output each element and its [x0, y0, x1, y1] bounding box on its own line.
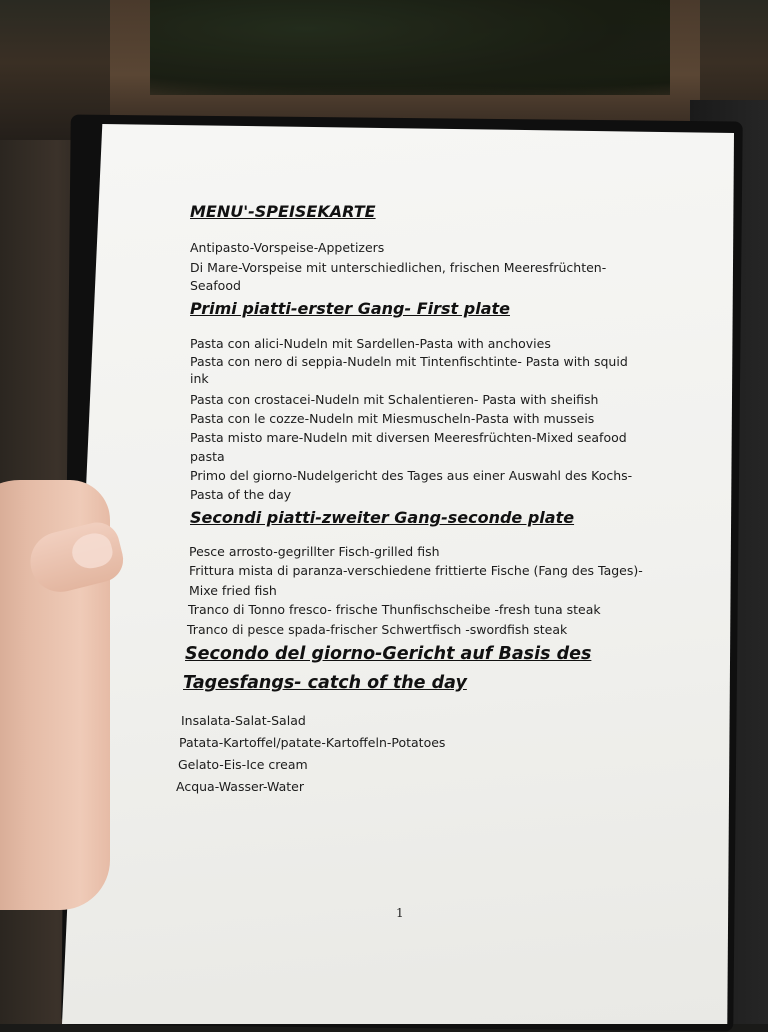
secondi-line: Mixe fried fish: [189, 583, 277, 598]
primi-line: pasta: [190, 449, 225, 464]
menu-title: MENU'-SPEISEKARTE: [190, 202, 376, 221]
secondi-line: Tranco di pesce spada-frischer Schwertfisch -swordfish steak: [187, 622, 568, 637]
antipasti-line: Antipasto-Vorspeise-Appetizers: [190, 240, 385, 255]
primi-heading: Primi piatti-erster Gang- First plate: [190, 299, 510, 318]
extras-line: Insalata-Salat-Salad: [181, 713, 306, 728]
primi-line: Pasta con nero di seppia-Nudeln mit Tintenfischtinte- Pasta with squid: [190, 354, 628, 369]
giorno-heading: Secondo del giorno-Gericht auf Basis des: [185, 644, 592, 664]
secondi-line: Tranco di Tonno fresco- frische Thunfischscheibe -fresh tuna steak: [188, 602, 601, 617]
primi-line: Pasta con crostacei-Nudeln mit Schalentieren- Pasta with sheifish: [190, 392, 599, 407]
primi-line: Primo del giorno-Nudelgericht des Tages aus einer Auswahl des Kochs-: [190, 468, 633, 483]
secondi-line: Pesce arrosto-gegrillter Fisch-grilled fish: [189, 544, 440, 559]
secondi-heading: Secondi piatti-zweiter Gang-seconde plate: [190, 508, 575, 527]
giorno-heading: Tagesfangs- catch of the day: [183, 673, 467, 693]
extras-line: Acqua-Wasser-Water: [176, 779, 304, 794]
extras-line: Gelato-Eis-Ice cream: [178, 757, 308, 772]
page-number: 1: [396, 906, 404, 920]
primi-line: ink: [190, 371, 209, 386]
secondi-line: Frittura mista di paranza-verschiedene frittierte Fische (Fang des Tages)-: [189, 563, 643, 578]
primi-line: Pasta of the day: [190, 487, 292, 502]
primi-line: Pasta con le cozze-Nudeln mit Miesmuscheln-Pasta with musseis: [190, 411, 595, 426]
primi-line: Pasta misto mare-Nudeln mit diversen Meeresfrüchten-Mixed seafood: [190, 430, 627, 445]
extras-line: Patata-Kartoffel/patate-Kartoffeln-Potatoes: [179, 735, 446, 750]
antipasti-line: Seafood: [190, 278, 241, 293]
antipasti-line: Di Mare-Vorspeise mit unterschiedlichen, frischen Meeresfrüchten-: [190, 260, 607, 275]
primi-line: Pasta con alici-Nudeln mit Sardellen-Pasta with anchovies: [190, 336, 551, 351]
